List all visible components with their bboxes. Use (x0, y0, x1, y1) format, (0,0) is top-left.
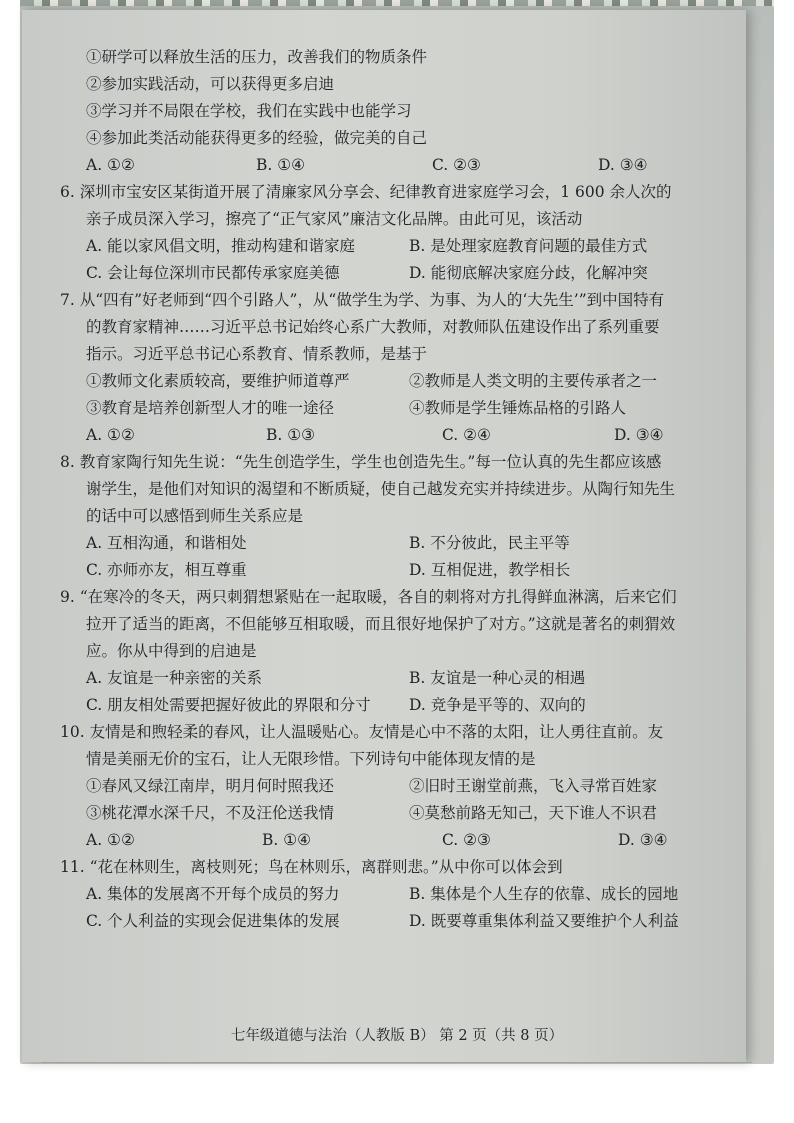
q10-statement-4: ④莫愁前路无知己，天下谁人不识君 (409, 804, 658, 822)
q7-stem-line-1: 7. 从“四有”好老师到“四个引路人”，从“做学生为学、为事、为人的‘大先生’”到中国特有 (60, 291, 665, 309)
q9-option-d: D. 竞争是平等的、双向的 (409, 696, 586, 714)
q9-stem-line-1: 9. “在寒冷的冬天，两只刺猬想紧贴在一起取暖，各自的刺将对方扎得鲜血淋漓，后来它们 (60, 588, 677, 606)
q8-stem-line-2: 谢学生，是他们对知识的渴望和不断质疑，使自己越发充实并持续进步。从陶行知先生 (86, 480, 676, 498)
q10-choice-b: B. ①④ (262, 831, 312, 849)
q10-stem-line-2: 情是美丽无价的宝石，让人无限珍惜。下列诗句中能体现友情的是 (86, 750, 536, 768)
q5-option-2: ②参加实践活动，可以获得更多启迪 (86, 75, 335, 93)
q10-choice-d: D. ③④ (618, 831, 668, 849)
q7-statement-4: ④教师是学生锤炼品格的引路人 (409, 399, 627, 417)
q9-stem-line-3: 应。你从中得到的启迪是 (86, 642, 257, 660)
q9-stem-line-2: 拉开了适当的距离，不但能够互相取暖，而且很好地保护了对方。”这就是著名的刺猬效 (86, 615, 676, 633)
q7-choice-c: C. ②④ (442, 426, 491, 444)
q10-statements-34 (60, 800, 732, 827)
q11-option-a: A. 集体的发展离不开每个成员的努力 (86, 885, 340, 903)
q10-choice-c: C. ②③ (442, 831, 491, 849)
q6-stem-line-2: 亲子成员深入学习，擦亮了“正气家风”廉洁文化品牌。由此可见，该活动 (86, 210, 583, 228)
q11-option-c: C. 个人利益的实现会促进集体的发展 (86, 912, 340, 930)
q10-statement-3: ③桃花潭水深千尺，不及汪伦送我情 (86, 804, 335, 822)
q10-choice-a: A. ①② (86, 831, 135, 849)
q6-option-a: A. 能以家风倡文明，推动构建和谐家庭 (86, 237, 356, 255)
q7-statements-34 (60, 395, 732, 422)
q6-stem-line-1: 6. 深圳市宝安区某街道开展了清廉家风分享会、纪律教育进家庭学习会，1 600 余人次的 (60, 183, 672, 201)
exam-content (60, 44, 732, 935)
q8-stem-line-3: 的话中可以感悟到师生关系应是 (86, 507, 304, 525)
q11-stem-line-1: 11. “花在林则生，离枝则死；鸟在林则乐，离群则悲。”从中你可以体会到 (60, 858, 563, 876)
q8-option-d: D. 互相促进，教学相长 (409, 561, 571, 579)
q8-option-a: A. 互相沟通，和谐相处 (86, 534, 247, 552)
q9-option-b: B. 友谊是一种心灵的相遇 (409, 669, 586, 687)
q7-statement-3: ③教育是培养创新型人才的唯一途径 (86, 399, 335, 417)
q8-stem-line-1: 8. 教育家陶行知先生说：“先生创造学生，学生也创造先生。”每一位认真的先生都应该感 (60, 453, 662, 471)
q7-statements-12 (60, 368, 732, 395)
q5-choice-d: D. ③④ (598, 156, 648, 174)
q7-choice-d: D. ③④ (614, 426, 664, 444)
q7-stem-line-3: 指示。习近平总书记心系教育、情系教师，是基于 (86, 345, 428, 363)
q8-options-cd (60, 557, 732, 584)
q5-choice-a: A. ①② (86, 156, 135, 174)
q7-choice-b: B. ①③ (266, 426, 316, 444)
q6-options-ab (60, 233, 732, 260)
q6-options-cd (60, 260, 732, 287)
q11-option-d: D. 既要尊重集体利益又要维护个人利益 (409, 912, 679, 930)
q5-option-1: ①研学可以释放生活的压力，改善我们的物质条件 (86, 48, 428, 66)
q7-statement-1: ①教师文化素质较高，要维护师道尊严 (86, 372, 350, 390)
q6-option-c: C. 会让每位深圳市民都传承家庭美德 (86, 264, 340, 282)
q9-options-cd (60, 692, 732, 719)
q7-stem-line-2: 的教育家精神……习近平总书记始终心系广大教师，对教师队伍建设作出了系列重要 (86, 318, 660, 336)
q7-statement-2: ②教师是人类文明的主要传承者之一 (409, 372, 658, 390)
q9-option-a: A. 友谊是一种亲密的关系 (86, 669, 263, 687)
q10-stem-line-1: 10. 友情是和煦轻柔的春风，让人温暖贴心。友情是心中不落的太阳，让人勇往直前。友 (60, 723, 664, 741)
q5-choice-c: C. ②③ (432, 156, 481, 174)
q8-options-ab (60, 530, 732, 557)
q10-statements-12 (60, 773, 732, 800)
q6-option-d: D. 能彻底解决家庭分歧，化解冲突 (409, 264, 648, 282)
q11-options-ab (60, 881, 732, 908)
q9-options-ab (60, 665, 732, 692)
q11-options-cd (60, 908, 732, 935)
q6-option-b: B. 是处理家庭教育问题的最佳方式 (409, 237, 648, 255)
bottom-divider (42, 1062, 752, 1063)
q5-choice-b: B. ①④ (256, 156, 306, 174)
page-footer: 七年级道德与法治（人教版 B） 第 2 页（共 8 页） (230, 1028, 564, 1044)
q11-option-b: B. 集体是个人生存的依靠、成长的园地 (409, 885, 679, 903)
q10-statement-1: ①春风又绿江南岸，明月何时照我还 (86, 777, 335, 795)
q7-choice-a: A. ①② (86, 426, 135, 444)
q7-choices (60, 422, 732, 449)
q10-statement-2: ②旧时王谢堂前燕，飞入寻常百姓家 (409, 777, 658, 795)
q5-option-3: ③学习并不局限在学校，我们在实践中也能学习 (86, 102, 412, 120)
q10-choices (60, 827, 732, 854)
q8-option-b: B. 不分彼此，民主平等 (409, 534, 570, 552)
q5-option-4: ④参加此类活动能获得更多的经验，做完美的自己 (86, 129, 428, 147)
q8-option-c: C. 亦师亦友，相互尊重 (86, 561, 247, 579)
q9-option-c: C. 朋友相处需要把握好彼此的界限和分寸 (86, 696, 371, 714)
q5-choices (60, 152, 732, 179)
